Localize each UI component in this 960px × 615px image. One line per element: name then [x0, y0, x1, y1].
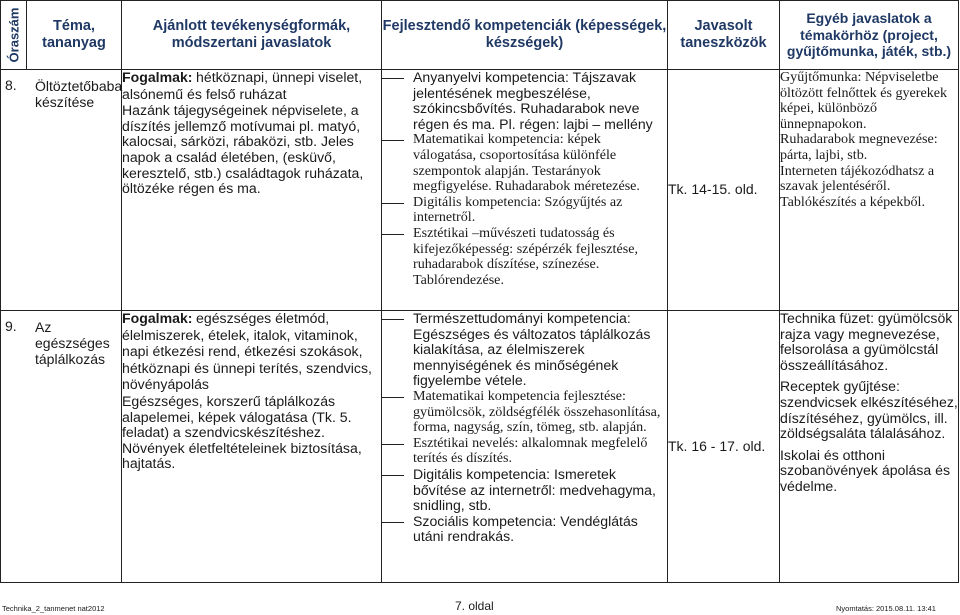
- tools-cell: Tk. 14-15. old.: [668, 70, 780, 311]
- lesson-number: 9.: [5, 318, 17, 334]
- lesson-topic: Öltöztetőbaba készítése: [35, 78, 123, 110]
- header-tools: Javasolt taneszközök: [668, 1, 780, 70]
- competency-item: Anyanyelvi kompetencia: Tájszavak jelentésének megbeszélése, szókincsbővítés. Ruhadarabok neve régen és ma. Pl. régen: lajbi – mellény: [382, 70, 667, 132]
- extra-cell: [780, 70, 959, 311]
- concepts-label: Fogalmak:: [122, 310, 193, 326]
- extra-item: Technika füzet: gyümölcsök rajza vagy megnevezése, felsorolása a gyümölcstál összeállításához.: [780, 310, 953, 373]
- extra-cell: [780, 311, 959, 583]
- header-lesson-number: Óraszám: [1, 1, 27, 70]
- lesson-topic: Az egészséges táplálkozás: [35, 319, 110, 367]
- competency-item: Digitális kompetencia: Ismeretek bővítése az internetről: medvehagyma, snidling, stb.: [382, 467, 667, 514]
- methods-cell: [122, 70, 382, 311]
- header-competencies: Fejlesztendő kompetenciák (képességek, készségek): [382, 1, 668, 70]
- concepts-text: egészséges életmód, élelmiszerek, ételek, italok, vitaminok, napi étkezési rend, étkezési szokások, hétköznapi és ünnepi terítés, szendvics, növényápolás: [122, 310, 372, 393]
- table-row: [1, 311, 959, 583]
- methods-cell: [122, 311, 382, 583]
- competency-item: Matematikai kompetencia fejlesztése: gyümölcsök, zöldségfélék összehasonlítása, forma, nagyság, szín, tömeg, stb. alapján.: [382, 389, 667, 436]
- competency-item: Esztétikai nevelés: alkalomnak megfelelő terítés és díszítés.: [382, 436, 667, 467]
- extra-item: Receptek gyűjtése: szendvicsek elkészítéséhez, díszítéséhez, gyümölcs, ill. zöldségsaláta tálalásához.: [780, 378, 958, 442]
- competency-item: Digitális kompetencia: Szógyűjtés az internetről.: [382, 195, 667, 226]
- concepts-text: hétköznapi, ünnepi viselet, alsónemű és felső ruházat: [122, 69, 363, 102]
- footer-filename: Technika_2_tanmenet nat2012: [2, 604, 105, 613]
- extra-item: Gyűjtőmunka: Népviseletbe öltözött felnőttek és gyerekek képei, különböző ünnepnapokon.: [780, 69, 948, 132]
- header-topic: Téma, tananyag: [27, 1, 122, 70]
- table-row: [1, 70, 959, 311]
- methods-text: Hazánk tájegységeinek népviselete, a díszítés jellemző motívumai pl. matyó, kalocsai, sárközi, rábaközi, stb. Jeles napok a család életében, (esküvő, keresztelő, stb.) családtagok ruházata, öltözéke régen és ma.: [122, 102, 364, 197]
- header-methods: Ajánlott tevékenységformák, módszertani javaslatok: [122, 1, 382, 70]
- competency-item: Természettudományi kompetencia: Egészséges és változatos táplálkozás kialakítása, az élelmiszerek mennyiségének és minőségének figyelembe vétele.: [382, 311, 667, 389]
- competencies-cell: [382, 70, 668, 311]
- extra-item: Ruhadarabok megnevezése: párta, lajbi, stb.: [780, 131, 938, 163]
- footer-print-date: Nyomtatás: 2015.08.11. 13:41: [836, 604, 936, 613]
- extra-item: Iskolai és otthoni szobanövények ápolása és védelme.: [780, 446, 951, 494]
- tools-cell: Tk. 16 - 17. old.: [668, 311, 780, 583]
- competency-item: Matematikai kompetencia: képek válogatása, csoportosítása különféle szempontok alapján. Testarányok megfigyelése. Ruhadarabok méretezése.: [382, 132, 667, 194]
- competency-item: Szociális kompetencia: Vendéglátás utáni rendrakás.: [382, 514, 667, 545]
- concepts-label: Fogalmak:: [122, 69, 193, 85]
- row-9-number-topic: [1, 311, 122, 583]
- header-row: [1, 1, 959, 70]
- extra-item: Tablókészítés a képekből.: [780, 193, 925, 210]
- footer-page-number: 7. oldal: [455, 599, 494, 613]
- header-extra: Egyéb javaslatok a témakörhöz (project, gyűjtőmunka, játék, stb.): [780, 1, 959, 70]
- row-8-number-topic: [1, 70, 122, 311]
- competency-item: Esztétikai –művészeti tudatosság és kifejezőképesség: szépérzék fejlesztése, ruhadarabok díszítése, színezése. Tablórendezése.: [382, 226, 667, 288]
- methods-text: Egészséges, korszerű táplálkozás alapelemei, képek válogatása (Tk. 5. feladat) a szendvicskészítéshez. Növények életfeltételeinek biztosítása, hajtatás.: [122, 392, 362, 472]
- competencies-cell: [382, 311, 668, 583]
- lesson-number: 8.: [5, 77, 17, 93]
- extra-item: Interneten tájékozódhatsz a szavak jelentéséről.: [780, 162, 935, 195]
